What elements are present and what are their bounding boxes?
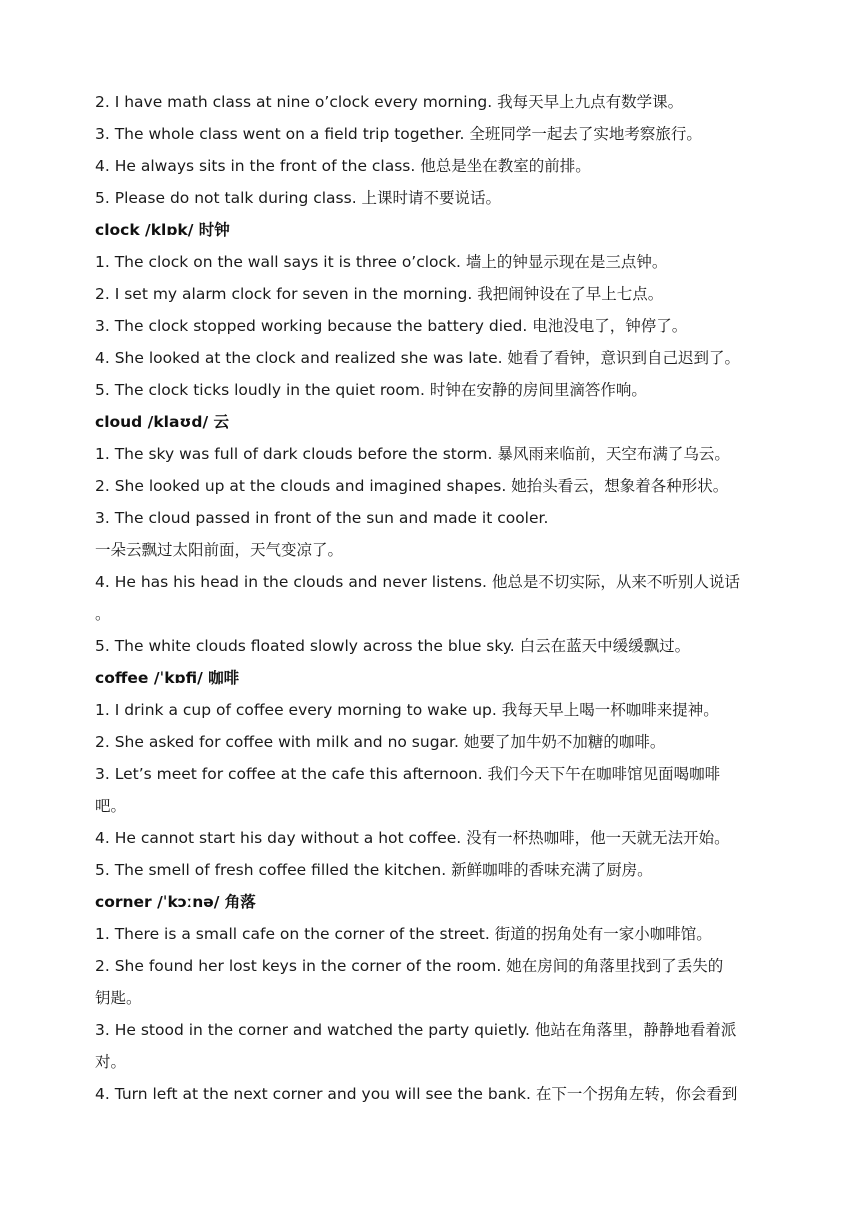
sentence-line: 吧。 [95, 797, 127, 815]
sentence-line: 4. Turn left at the next corner and you will see the bank. 在下一个拐角左转，你会看到 [95, 1085, 738, 1103]
sentence-line: 3. Let’s meet for coffee at the cafe this afternoon. 我们今天下午在咖啡馆见面喝咖啡 [95, 765, 721, 783]
word-heading-cloud: cloud /klaʊd/ 云 [95, 413, 230, 431]
word-heading-coffee: coffee /ˈkɒfi/ 咖啡 [95, 669, 240, 687]
sentence-line: 钥匙。 [95, 989, 142, 1007]
sentence-line: 3. The clock stopped working because the battery died. 电池没电了，钟停了。 [95, 317, 688, 335]
sentence-line: 2. I have math class at nine o’clock every morning. 我每天早上九点有数学课。 [95, 93, 684, 111]
sentence-line: 4. He has his head in the clouds and never listens. 他总是不切实际，从来不听别人说话 [95, 573, 740, 591]
sentence-line: 2. I set my alarm clock for seven in the morning. 我把闹钟设在了早上七点。 [95, 285, 664, 303]
sentence-line: 2. She looked up at the clouds and imagined shapes. 她抬头看云，想象着各种形状。 [95, 477, 729, 495]
word-heading-corner: corner /ˈkɔːnə/ 角落 [95, 893, 256, 911]
sentence-line: 5. The clock ticks loudly in the quiet room. 时钟在安静的房间里滴答作响。 [95, 381, 647, 399]
sentence-line: 1. I drink a cup of coffee every morning to wake up. 我每天早上喝一杯咖啡来提神。 [95, 701, 719, 719]
sentence-line: 2. She asked for coffee with milk and no sugar. 她要了加牛奶不加糖的咖啡。 [95, 733, 666, 751]
word-heading-clock: clock /klɒk/ 时钟 [95, 221, 230, 239]
sentence-line: 3. The whole class went on a field trip together. 全班同学一起去了实地考察旅行。 [95, 125, 702, 143]
sentence-line: 4. He always sits in the front of the class. 他总是坐在教室的前排。 [95, 157, 591, 175]
sentence-line: 1. The clock on the wall says it is three o’clock. 墙上的钟显示现在是三点钟。 [95, 253, 668, 271]
sentence-line: 5. The white clouds floated slowly across the blue sky. 白云在蓝天中缓缓飘过。 [95, 637, 691, 655]
sentence-line: 1. There is a small cafe on the corner of the street. 街道的拐角处有一家小咖啡馆。 [95, 925, 712, 943]
sentence-line: 1. The sky was full of dark clouds before the storm. 暴风雨来临前，天空布满了乌云。 [95, 445, 730, 463]
sentence-line: 3. The cloud passed in front of the sun and made it cooler. [95, 509, 549, 527]
sentence-line: 。 [95, 605, 111, 623]
sentence-line: 3. He stood in the corner and watched the party quietly. 他站在角落里，静静地看着派 [95, 1021, 737, 1039]
sentence-line: 4. She looked at the clock and realized she was late. 她看了看钟，意识到自己迟到了。 [95, 349, 740, 367]
vocabulary-document [95, 86, 775, 1110]
sentence-line: 2. She found her lost keys in the corner of the room. 她在房间的角落里找到了丢失的 [95, 957, 724, 975]
sentence-line: 对。 [95, 1053, 127, 1071]
sentence-line: 一朵云飘过太阳前面，天气变凉了。 [95, 541, 344, 559]
sentence-line: 5. Please do not talk during class. 上课时请不要说话。 [95, 189, 502, 207]
sentence-line: 4. He cannot start his day without a hot coffee. 没有一杯热咖啡，他一天就无法开始。 [95, 829, 730, 847]
sentence-line: 5. The smell of fresh coffee filled the kitchen. 新鲜咖啡的香味充满了厨房。 [95, 861, 653, 879]
